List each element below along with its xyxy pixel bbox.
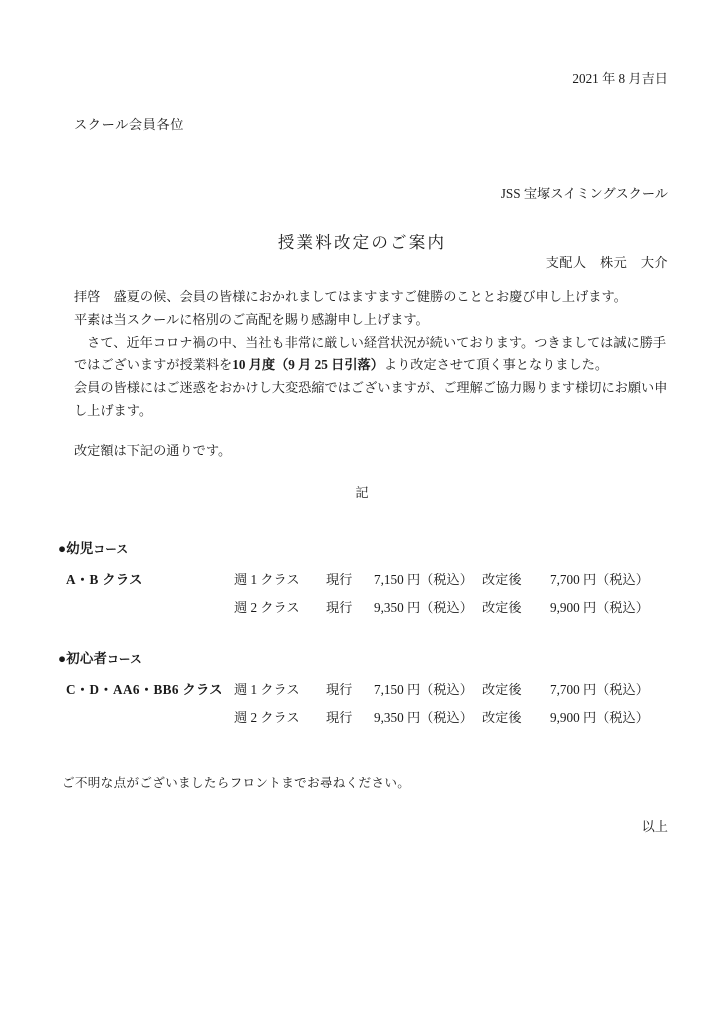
current-price-cell: 7,150 円（税込） — [374, 572, 473, 587]
revised-label-cell: 改定後 — [482, 682, 522, 697]
body-paragraph-3: 会員の皆様にはご迷惑をおかけし大変恐縮ではございますが、ご理解ご協力賜ります様切にお願い申し上げます。 — [74, 380, 668, 418]
frequency-cell: 週 1 クラス — [234, 682, 300, 697]
revised-label-cell: 改定後 — [482, 572, 522, 587]
course-heading-kanji: 初心者 — [66, 651, 108, 666]
closing-mark: 以上 — [641, 819, 668, 834]
course-section-preschool — [58, 538, 682, 625]
table-row — [58, 707, 682, 735]
current-label-cell: 現行 — [326, 710, 353, 725]
body-paragraph-2-post: より改定させて頂く事となりました。 — [383, 357, 609, 373]
revised-price-cell: 7,700 円（税込） — [550, 682, 649, 697]
body-paragraph-2-pre: さて、近年コロナ禍の中、当社も非常に厳しい経営状況が続いております。つきましては誠に勝手ではございますが授業料を — [74, 334, 667, 373]
table-row — [58, 569, 682, 597]
current-price-cell: 9,350 円（税込） — [374, 710, 473, 725]
course-heading-kana: コース — [93, 543, 129, 556]
revised-label-cell: 改定後 — [482, 600, 522, 615]
table-row — [58, 597, 682, 625]
bullet-icon: ● — [58, 541, 67, 556]
inquiry-note: ご不明な点がございましたらフロントまでお尋ねください。 — [62, 776, 411, 790]
revised-price-cell: 9,900 円（税込） — [550, 710, 649, 725]
current-label-cell: 現行 — [326, 600, 353, 615]
current-label-cell: 現行 — [326, 682, 353, 697]
body-paragraph-1-line-1: 拝啓 盛夏の候、会員の皆様におかれましてはますますご健勝のこととお慶び申し上げます。 — [74, 289, 627, 304]
price-table — [58, 679, 682, 735]
class-label: A・B クラス — [66, 572, 143, 587]
current-price-cell: 7,150 円（税込） — [374, 682, 473, 697]
frequency-cell: 週 2 クラス — [234, 600, 300, 615]
body-paragraph-2 — [74, 332, 674, 378]
frequency-cell: 週 1 クラス — [234, 572, 300, 587]
course-heading — [58, 648, 682, 667]
ki-marker: 記 — [355, 485, 369, 500]
frequency-cell: 週 2 クラス — [234, 710, 300, 725]
revised-price-cell: 7,700 円（税込） — [550, 572, 649, 587]
course-heading — [58, 538, 682, 557]
body-paragraph-2-emphasis: 10 月度（9 月 25 日引落） — [232, 357, 384, 373]
revised-price-cell: 9,900 円（税込） — [550, 600, 649, 615]
sender-title-name: 支配人 株元 大介 — [545, 255, 668, 270]
class-label: C・D・AA6・BB6 クラス — [66, 682, 223, 697]
price-table — [58, 569, 682, 625]
course-heading-kanji: 幼児 — [66, 541, 94, 556]
document-date: 2021 年 8 月吉日 — [572, 71, 668, 86]
page-title: 授業料改定のご案内 — [277, 233, 447, 252]
current-label-cell: 現行 — [326, 572, 353, 587]
revised-label-cell: 改定後 — [482, 710, 522, 725]
revised-amount-note: 改定額は下記の通りです。 — [74, 443, 232, 458]
course-section-beginner — [58, 648, 682, 735]
body-paragraph-1-line-2: 平素は当スクールに格別のご高配を賜り感謝申し上げます。 — [74, 311, 429, 327]
table-row — [58, 679, 682, 707]
current-price-cell: 9,350 円（税込） — [374, 600, 473, 615]
bullet-icon: ● — [58, 651, 67, 666]
sender-organization: JSS 宝塚スイミングスクール — [500, 186, 668, 201]
body-text — [74, 286, 674, 423]
addressee: スクール会員各位 — [74, 117, 185, 132]
course-heading-kana: コース — [107, 653, 142, 666]
